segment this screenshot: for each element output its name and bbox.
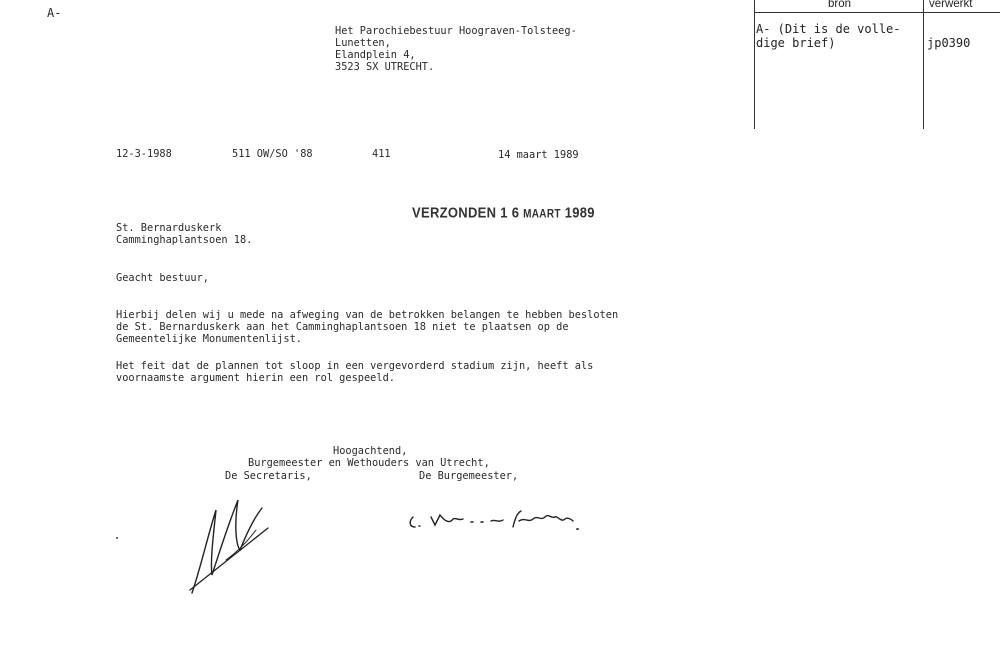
stamp-year: 1989 <box>564 203 595 222</box>
document-corner-mark: A- <box>47 6 62 20</box>
mayor-title: De Burgemeester, <box>419 470 519 482</box>
body-p2-line-1: Het feit dat de plannen tot sloop in een vergevorderd stadium zijn, heeft als <box>116 360 594 372</box>
body-p1-line-3: Gemeentelijke Monumentenlijst. <box>116 333 302 345</box>
closing-signatory: Burgemeester en Wethouders van Utrecht, <box>248 457 490 469</box>
body-p1-line-2: de St. Bernarduskerk aan het Camminghaplantsoen 18 niet te plaatsen op de <box>116 321 569 333</box>
secretary-signature <box>180 490 280 600</box>
bron-line-2: dige brief) <box>756 36 836 50</box>
reference-number: 411 <box>372 148 391 160</box>
table-header-divider <box>754 12 1000 13</box>
document-date: 14 maart 1989 <box>498 149 579 161</box>
stamp-label: VERZONDEN <box>412 203 497 222</box>
stray-mark <box>116 537 118 539</box>
secretary-title: De Secretaris, <box>225 470 312 482</box>
addressee-line-3: Elandplein 4, <box>335 49 416 61</box>
reference-code: 511 OW/SO '88 <box>232 148 313 160</box>
body-p1-line-1: Hierbij delen wij u mede na afweging van de betrokken belangen te hebben besloten <box>116 309 619 321</box>
table-column-divider <box>923 0 924 129</box>
stamp-month: MAART <box>523 208 561 222</box>
source-table <box>754 0 1000 129</box>
column-header-verwerkt: verwerkt <box>929 0 973 10</box>
addressee-line-1: Het Parochiebestuur Hoograven-Tolsteeg- <box>335 25 577 37</box>
stamp-day: 1 6 <box>500 203 520 222</box>
column-header-bron: bron <box>828 0 852 10</box>
addressee-line-2: Lunetten, <box>335 37 391 49</box>
mayor-signature <box>405 505 580 535</box>
subject-line-1: St. Bernarduskerk <box>116 222 222 234</box>
subject-line-2: Camminghaplantsoen 18. <box>116 234 253 246</box>
salutation: Geacht bestuur, <box>116 272 209 284</box>
sent-stamp <box>412 204 595 221</box>
verwerkt-value: jp0390 <box>927 36 971 50</box>
table-left-border <box>754 0 755 129</box>
letter-date: 12-3-1988 <box>116 148 172 160</box>
addressee-line-4: 3523 SX UTRECHT. <box>335 61 435 73</box>
bron-line-1: A- (Dit is de volle- <box>756 22 901 36</box>
body-p2-line-2: voornaamste argument hierin een rol gespeeld. <box>116 372 395 384</box>
closing-greeting: Hoogachtend, <box>333 445 408 457</box>
